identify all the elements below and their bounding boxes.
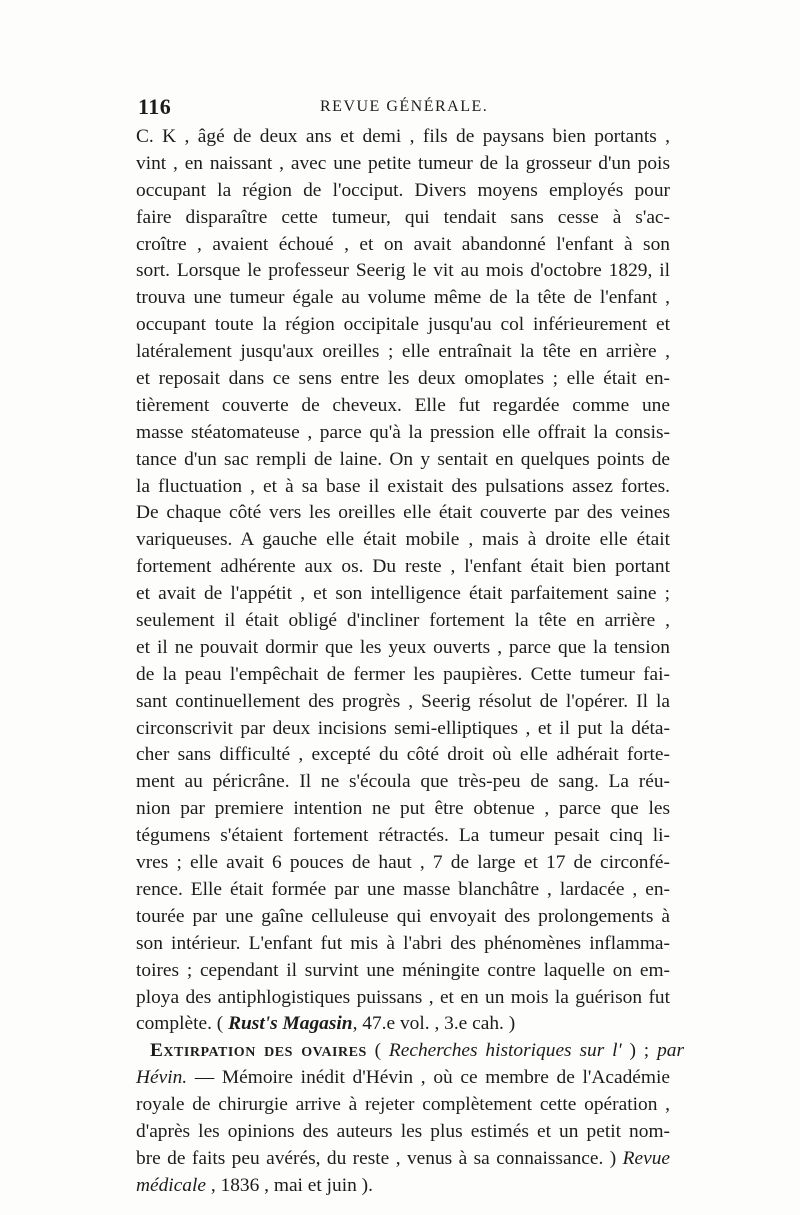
text-line: De chaque côté vers les oreilles elle était couverte par des veines	[136, 502, 670, 524]
citation-source: Rust's Magasin	[228, 1013, 353, 1035]
citation-details: , 47.e vol. , 3.e cah. )	[352, 1013, 516, 1035]
text-line: circonscrivit par deux incisions semi-elliptiques , et il put la déta-	[136, 717, 670, 739]
text-line: nion par premiere intention ne put être obtenue , parce que les	[136, 798, 670, 820]
running-head: REVUE GÉNÉRALE.	[320, 98, 489, 115]
journal-title-a: Revue	[622, 1147, 670, 1169]
heading-open: (	[366, 1040, 389, 1062]
citation-open: complète. (	[136, 1013, 224, 1035]
text-line	[136, 1146, 670, 1173]
text-line: croître , avaient échoué , et on avait abandonné l'enfant à son	[136, 233, 670, 255]
paragraph-seerig-case	[136, 124, 670, 1038]
page-header	[138, 94, 668, 124]
text-line: tégumens s'étaient fortement rétractés. La tumeur pesait cinq li-	[136, 825, 670, 847]
text-line: variqueuses. A gauche elle était mobile , mais à droite elle était	[136, 529, 670, 551]
text-line: C. K , âgé de deux ans et demi , fils de paysans bien portants ,	[136, 126, 670, 147]
text-line-heading	[136, 1038, 684, 1065]
text-line: occupant toute la région occipitale jusqu'au col inférieurement et	[136, 314, 670, 336]
source-title: Recherches historiques sur l'	[388, 1040, 622, 1062]
page-number: 116	[138, 94, 172, 119]
heading-mid: ) ;	[621, 1040, 658, 1062]
text-line: royale de chirurgie arrive à rejeter complètement cette opération ,	[136, 1094, 670, 1116]
text-line: latéralement jusqu'aux oreilles ; elle entraînait la tête en arrière ,	[136, 341, 670, 363]
text-line-citation	[136, 1011, 670, 1038]
text-line: rence. Elle était formée par une masse blanchâtre , lardacée , en-	[136, 878, 670, 900]
text-line	[136, 1065, 670, 1092]
text-line: toires ; cependant il survint une méningite contre laquelle on em-	[136, 959, 670, 981]
text-line: seulement il était obligé d'incliner fortement la tête en arrière ,	[136, 610, 670, 632]
text-line: et il ne pouvait dormir que les yeux ouverts , parce que la tension	[136, 636, 670, 658]
text-line: de la peau l'empêchait de fermer les paupières. Cette tumeur fai-	[136, 663, 670, 685]
text-line: sant continuellement des progrès , Seerig résolut de l'opérer. Il la	[136, 690, 670, 712]
body-text	[136, 124, 684, 1200]
author-prefix: par	[657, 1040, 684, 1062]
text-line: et avait de l'appétit , et son intelligence était parfaitement saine ;	[136, 583, 670, 605]
text-line: d'après les opinions des auteurs les plus estimés et un petit nom-	[136, 1120, 670, 1142]
text-line: ploya des antiphlogistiques puissans , et en un mois la guérison fut	[136, 986, 670, 1008]
text-line: vint , en naissant , avec une petite tumeur de la grosseur d'un pois	[136, 152, 670, 174]
text-line: occupant la région de l'occiput. Divers moyens employés pour	[136, 179, 670, 201]
text-line: cher sans difficulté , excepté du côté droit où elle adhérait forte-	[136, 744, 670, 766]
journal-title-b: médicale	[136, 1174, 206, 1196]
text-line: la fluctuation , et à sa base il existait des pulsations assez fortes.	[136, 475, 670, 497]
text-line: faire disparaître cette tumeur, qui tendait sans cesse à s'ac-	[136, 206, 670, 228]
text-line: tièrement couverte de cheveux. Elle fut regardée comme une	[136, 394, 670, 416]
text-line: sort. Lorsque le professeur Seerig le vit au mois d'octobre 1829, il	[136, 260, 670, 282]
text-line: tance d'un sac rempli de laine. On y sentait en quelques points de	[136, 448, 670, 470]
text-line: son intérieur. L'enfant fut mis à l'abri des phénomènes inflamma-	[136, 932, 670, 954]
text-line: vres ; elle avait 6 pouces de haut , 7 de large et 17 de circonfé-	[136, 852, 670, 874]
text-line	[136, 1173, 670, 1200]
text-line: masse stéatomateuse , parce qu'à la pression elle offrait la consis-	[136, 421, 670, 443]
paragraph-ovary-extirpation	[136, 1038, 684, 1199]
text-line: trouva une tumeur égale au volume même de la tête de l'enfant ,	[136, 287, 670, 309]
text-line: fortement adhérente aux os. Du reste , l'enfant était bien portant	[136, 556, 670, 578]
author-name: Hévin.	[136, 1067, 188, 1089]
text-line: tourée par une gaîne celluleuse qui envoyait des prolongements à	[136, 905, 670, 927]
text-line: ment au péricrâne. Il ne s'écoula que très-peu de sang. La réu-	[136, 771, 670, 793]
text-line: et reposait dans ce sens entre les deux omoplates ; elle était en-	[136, 368, 670, 390]
memoir-close: bre de faits peu avérés, du reste , venus à sa connaissance. )	[136, 1147, 617, 1169]
section-heading: Extirpation des ovaires	[150, 1040, 367, 1062]
memoir-intro: — Mémoire inédit d'Hévin , où ce membre de l'Académie	[187, 1067, 670, 1089]
journal-date: , 1836 , mai et juin ).	[206, 1174, 373, 1196]
